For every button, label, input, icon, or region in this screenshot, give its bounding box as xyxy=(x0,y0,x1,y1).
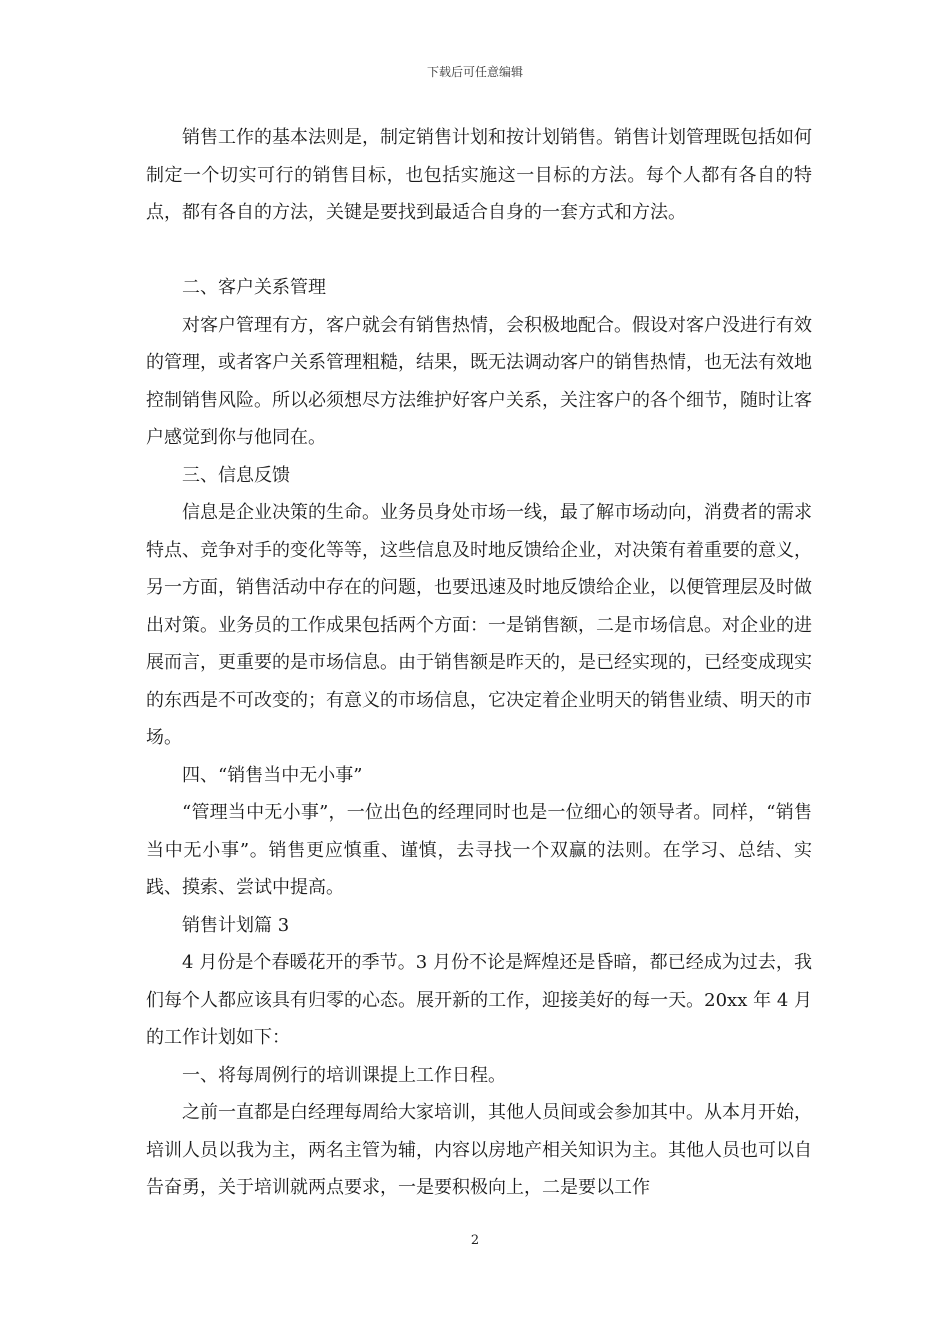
paragraph-customer-relations: 对客户管理有方，客户就会有销售热情，会积极地配合。假设对客户没进行有效的管理，或者客户关系管理粗糙，结果，既无法调动客户的销售热情，也无法有效地控制销售风险。所以必须想尽方法维护好客户关系，关注客户的各个细节，随时让客户感觉到你与他同在。 xyxy=(146,314,812,448)
paragraph-sales-principle: 销售工作的基本法则是，制定销售计划和按计划销售。销售计划管理既包括如何制定一个切实可行的销售目标，也包括实施这一目标的方法。每个人都有各自的特点，都有各自的方法，关键是要找到最适合自身的一套方式和方法。 xyxy=(146,127,812,223)
paragraph-april-intro: 4 月份是个春暖花开的季节。3 月份不论是辉煌还是昏暗，都已经成为过去，我们每个人都应该具有归零的心态。展开新的工作，迎接美好的每一天。20xx 年 4 月的工作计划如下： xyxy=(146,952,812,1048)
paragraph-weekly-training: 之前一直都是白经理每周给大家培训，其他人员间或会参加其中。从本月开始，培训人员以我为主，两名主管为辅，内容以房地产相关知识为主。其他人员也可以自告奋勇，关于培训就两点要求，一是要积极向上，二是要以工作 xyxy=(146,1102,812,1198)
section-heading-customer-relations: 二、客户关系管理 xyxy=(182,277,326,298)
page-number: 2 xyxy=(470,1233,480,1248)
paragraph-information-feedback: 信息是企业决策的生命。业务员身处市场一线，最了解市场动向，消费者的需求特点、竞争对手的变化等等，这些信息及时地反馈给企业，对决策有着重要的意义，另一方面，销售活动中存在的问题，也要迅速及时地反馈给企业，以便管理层及时做出对策。业务员的工作成果包括两个方面：一是销售额，二是市场信息。对企业的进展而言，更重要的是市场信息。由于销售额是昨天的，是已经实现的，已经变成现实的东西是不可改变的；有意义的市场信息，它决定着企业明天的销售业绩、明天的市场。 xyxy=(146,502,812,748)
paragraph-no-small-matters: “管理当中无小事”，一位出色的经理同时也是一位细心的领导者。同样，“销售当中无小事”。销售更应慎重、谨慎，去寻找一个双赢的法则。在学习、总结、实践、摸索、尝试中提高。 xyxy=(146,802,812,898)
chapter-heading-sales-plan-3: 销售计划篇 3 xyxy=(182,914,290,936)
section-heading-weekly-training: 一、将每周例行的培训课提上工作日程。 xyxy=(182,1064,506,1086)
document-body xyxy=(146,119,812,1207)
page-header: 下载后可任意编辑 xyxy=(426,65,523,79)
section-heading-information-feedback: 三、信息反馈 xyxy=(182,464,290,486)
section-heading-no-small-matters: 四、“销售当中无小事” xyxy=(182,764,363,786)
